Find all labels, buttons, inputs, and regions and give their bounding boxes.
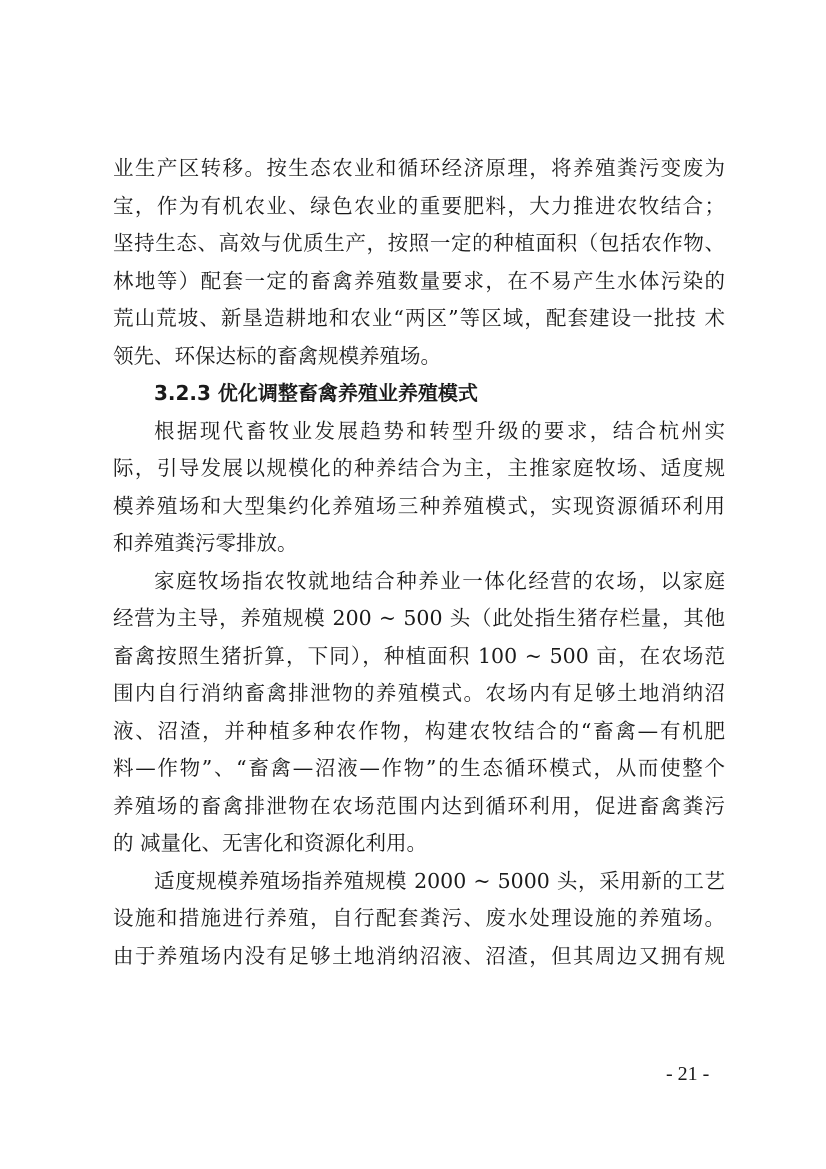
text-line: 林地等）配套一定的畜禽养殖数量要求，在不易产生水体污染的 — [113, 268, 725, 293]
text-line: 设施和措施进行养殖，自行配套粪污、废水处理设施的养殖场。 — [113, 906, 725, 930]
text-line: 养殖场的畜禽排泄物在农场范围内达到循环利用，促进畜禽粪污 — [113, 793, 725, 818]
document-body — [113, 150, 725, 975]
text-line: 和养殖粪污零排放。 — [113, 531, 298, 555]
paragraph-3 — [113, 563, 725, 863]
paragraph-2 — [113, 413, 725, 563]
text-line: 的 减量化、无害化和资源化利用。 — [113, 831, 428, 855]
text-line: 围内自行消纳畜禽排泄物的养殖模式。农场内有足够土地消纳沼 — [113, 681, 725, 705]
text-line: 宝，作为有机农业、绿色农业的重要肥料，大力推进农牧结合； — [113, 193, 725, 218]
paragraph-4 — [113, 863, 725, 976]
text-line: 家庭牧场指农牧就地结合种养业一体化经营的农场，以家庭 — [154, 568, 725, 593]
section-heading: 3.2.3 优化调整畜禽养殖业养殖模式 — [154, 381, 478, 405]
text-line: 经营为主导，养殖规模 200 ~ 500 头（此处指生猪存栏量，其他 — [113, 606, 725, 630]
paragraph-1 — [113, 150, 725, 375]
text-line: 畜禽按照生猪折算，下同），种植面积 100 ~ 500 亩，在农场范 — [113, 643, 725, 668]
text-line: 料—作物”、“畜禽—沼液—作物”的生态循环模式，从而使整个 — [113, 756, 725, 780]
text-line: 荒山荒坡、新垦造耕地和农业“两区”等区域，配套建设一批技 术 — [113, 306, 725, 330]
text-line: 领先、环保达标的畜禽规模养殖场。 — [113, 343, 441, 368]
text-line: 根据现代畜牧业发展趋势和转型升级的要求，结合杭州实 — [154, 418, 725, 443]
text-line: 模养殖场和大型集约化养殖场三种养殖模式，实现资源循环利用 — [113, 493, 725, 518]
text-line: 际，引导发展以规模化的种养结合为主，主推家庭牧场、适度规 — [113, 456, 725, 480]
text-line: 业生产区转移。按生态农业和循环经济原理，将养殖粪污变废为 — [113, 156, 725, 180]
text-line: 液、沼渣，并种植多种农作物，构建农牧结合的“畜禽—有机肥 — [113, 718, 725, 743]
text-line: 适度规模养殖场指养殖规模 2000 ~ 5000 头，采用新的工艺 — [154, 868, 725, 893]
text-line: 坚持生态、高效与优质生产，按照一定的种植面积（包括农作物、 — [113, 231, 725, 255]
text-line: 由于养殖场内没有足够土地消纳沼液、沼渣，但其周边又拥有规 — [113, 943, 725, 968]
page-number: - 21 - — [666, 1063, 710, 1085]
